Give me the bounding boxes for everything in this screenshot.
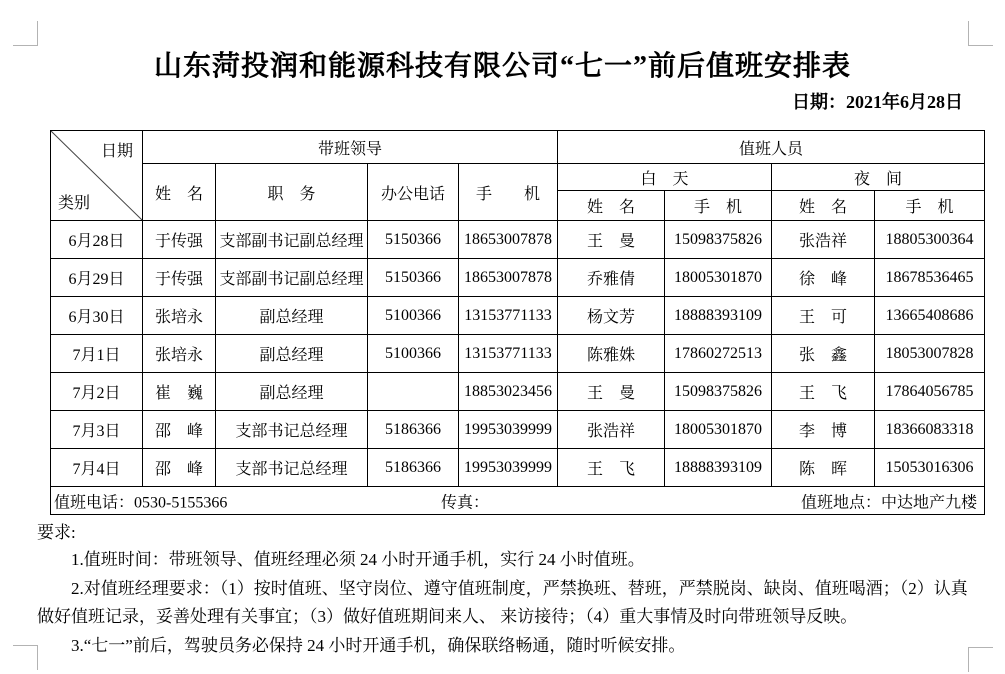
corner-label-category: 类别: [58, 195, 91, 212]
cell-office-phone: 5100366: [368, 335, 459, 373]
cell-lead-mobile: 18653007878: [459, 221, 558, 259]
requirements-section: [37, 518, 970, 661]
cell-lead-name: 崔 巍: [143, 373, 216, 411]
cell-night-name: 张浩祥: [772, 221, 875, 259]
cell-office-phone: 5100366: [368, 297, 459, 335]
cell-date: 6月30日: [51, 297, 143, 335]
header-night-name: 姓 名: [772, 191, 875, 221]
cell-lead-position: 副总经理: [216, 373, 368, 411]
fax-label: 传真：: [441, 494, 490, 511]
header-day-mobile: 手 机: [665, 191, 772, 221]
cell-lead-name: 邵 峰: [143, 411, 216, 449]
requirement-item: 2.对值班经理要求：（1）按时值班、坚守岗位、遵守值班制度，严禁换班、替班，严禁脱岗、缺岗、值班喝酒；（2）认真做好值班记录，妥善处理有关事宜；（3）做好值班期间来人、 来访接待；（4）重大事情及时向带班领导反映。: [37, 579, 968, 626]
cell-lead-name: 于传强: [143, 259, 216, 297]
corner-label-date: 日期: [100, 143, 133, 160]
cell-day-name: 王 曼: [558, 373, 665, 411]
duty-schedule-table: [50, 130, 985, 515]
cell-night-name: 陈 晖: [772, 449, 875, 487]
requirement-item: 1.值班时间：带班领导、值班经理必须 24 小时开通手机，实行 24 小时值班。: [71, 550, 645, 569]
crop-mark-top-left: [13, 21, 38, 46]
table-row: [51, 221, 985, 259]
header-lead-position: 职 务: [216, 164, 368, 221]
table-body: [51, 221, 985, 487]
table-row: [51, 373, 985, 411]
cell-lead-name: 张培永: [143, 297, 216, 335]
cell-night-mobile: 18366083318: [875, 411, 985, 449]
cell-lead-name: 张培永: [143, 335, 216, 373]
cell-lead-position: 副总经理: [216, 335, 368, 373]
header-day-name: 姓 名: [558, 191, 665, 221]
cell-day-mobile: 18005301870: [665, 259, 772, 297]
cell-night-mobile: 18805300364: [875, 221, 985, 259]
header-lead-group: 带班领导: [143, 131, 558, 164]
cell-office-phone: 5150366: [368, 221, 459, 259]
requirement-item: 3.“七一”前后，驾驶员务必保持 24 小时开通手机，确保联络畅通，随时听候安排。: [71, 636, 686, 655]
cell-office-phone: 5186366: [368, 449, 459, 487]
header-night-group: 夜 间: [772, 164, 985, 191]
cell-lead-name: 于传强: [143, 221, 216, 259]
cell-night-mobile: 13665408686: [875, 297, 985, 335]
header-day-group: 白 天: [558, 164, 772, 191]
cell-night-name: 李 博: [772, 411, 875, 449]
cell-day-name: 杨文芳: [558, 297, 665, 335]
table-row: [51, 411, 985, 449]
table-footer-row: [51, 487, 985, 515]
cell-lead-name: 邵 峰: [143, 449, 216, 487]
cell-lead-position: 副总经理: [216, 297, 368, 335]
cell-day-mobile: 15098375826: [665, 221, 772, 259]
header-lead-name: 姓 名: [143, 164, 216, 221]
corner-cell: [51, 131, 143, 221]
date-line: 日期：2021年6月28日: [792, 92, 963, 112]
cell-night-mobile: 18678536465: [875, 259, 985, 297]
cell-lead-position: 支部副书记副总经理: [216, 221, 368, 259]
page-title: 山东菏投润和能源科技有限公司“七一”前后值班安排表: [153, 51, 851, 82]
cell-date: 7月4日: [51, 449, 143, 487]
table-row: [51, 335, 985, 373]
cell-date: 7月2日: [51, 373, 143, 411]
requirements-heading: 要求:: [37, 523, 76, 542]
cell-day-name: 陈雅姝: [558, 335, 665, 373]
header-office-phone: 办公电话: [368, 164, 459, 221]
cell-day-mobile: 18888393109: [665, 297, 772, 335]
crop-mark-bottom-right: [968, 647, 993, 672]
cell-day-name: 乔雅倩: [558, 259, 665, 297]
cell-night-name: 王 可: [772, 297, 875, 335]
cell-day-mobile: 18888393109: [665, 449, 772, 487]
duty-phone: 值班电话：0530-5155366: [54, 494, 228, 511]
table-row: [51, 449, 985, 487]
cell-office-phone: 5186366: [368, 411, 459, 449]
cell-day-mobile: 17860272513: [665, 335, 772, 373]
cell-lead-position: 支部副书记副总经理: [216, 259, 368, 297]
cell-lead-mobile: 19953039999: [459, 411, 558, 449]
table-row: [51, 259, 985, 297]
cell-office-phone: 5150366: [368, 259, 459, 297]
cell-day-name: 王 飞: [558, 449, 665, 487]
cell-day-mobile: 15098375826: [665, 373, 772, 411]
cell-date: 6月29日: [51, 259, 143, 297]
duty-location: 值班地点：中达地产九楼: [801, 494, 978, 511]
cell-day-name: 王 曼: [558, 221, 665, 259]
cell-lead-position: 支部书记总经理: [216, 411, 368, 449]
cell-lead-mobile: 18653007878: [459, 259, 558, 297]
cell-night-mobile: 17864056785: [875, 373, 985, 411]
cell-lead-mobile: 13153771133: [459, 335, 558, 373]
crop-mark-top-right: [968, 21, 993, 46]
cell-day-name: 张浩祥: [558, 411, 665, 449]
cell-date: 7月3日: [51, 411, 143, 449]
header-lead-mobile: 手 机: [459, 164, 558, 221]
header-night-mobile: 手 机: [875, 191, 985, 221]
cell-lead-mobile: 18853023456: [459, 373, 558, 411]
cell-night-mobile: 18053007828: [875, 335, 985, 373]
cell-night-name: 徐 峰: [772, 259, 875, 297]
cell-night-name: 王 飞: [772, 373, 875, 411]
cell-lead-position: 支部书记总经理: [216, 449, 368, 487]
table-footer-cell: [51, 487, 985, 515]
cell-lead-mobile: 19953039999: [459, 449, 558, 487]
cell-night-mobile: 15053016306: [875, 449, 985, 487]
header-duty-group: 值班人员: [558, 131, 985, 164]
cell-date: 7月1日: [51, 335, 143, 373]
cell-day-mobile: 18005301870: [665, 411, 772, 449]
cell-date: 6月28日: [51, 221, 143, 259]
cell-office-phone: [368, 373, 459, 411]
cell-lead-mobile: 13153771133: [459, 297, 558, 335]
table-row: [51, 297, 985, 335]
cell-night-name: 张 鑫: [772, 335, 875, 373]
crop-mark-bottom-left: [13, 645, 38, 670]
